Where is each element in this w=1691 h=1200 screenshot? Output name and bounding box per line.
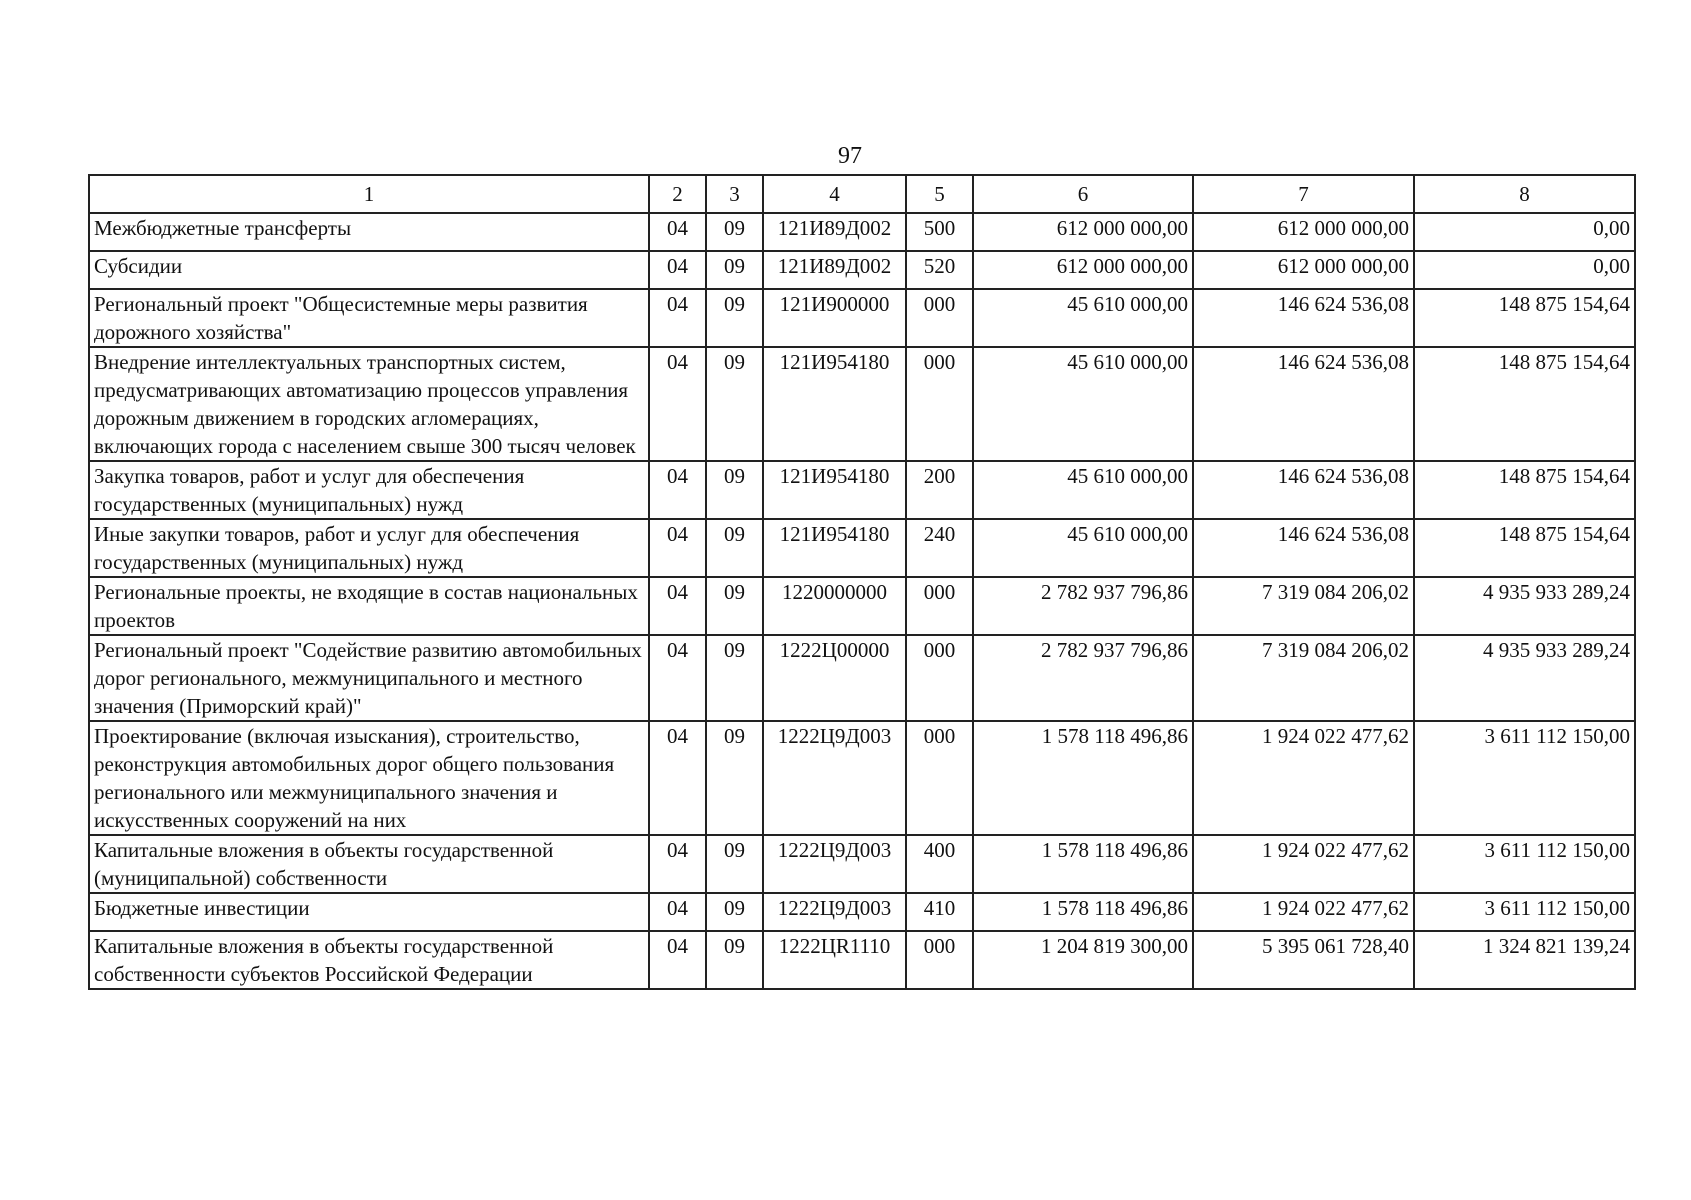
table-row	[89, 931, 1635, 989]
row-name: Иные закупки товаров, работ и услуг для обеспечения государственных (муниципальных) нужд	[89, 519, 649, 577]
table-row	[89, 835, 1635, 893]
section-code: 04	[649, 931, 706, 989]
column-header: 1	[89, 175, 649, 213]
budget-table	[88, 174, 1636, 990]
subsection-code: 09	[706, 577, 763, 635]
expense-type-code: 000	[906, 289, 973, 347]
section-code: 04	[649, 213, 706, 251]
section-code: 04	[649, 461, 706, 519]
row-name: Региональный проект "Общесистемные меры развития дорожного хозяйства"	[89, 289, 649, 347]
subsection-code: 09	[706, 721, 763, 835]
target-article-code: 1222Ц00000	[763, 635, 906, 721]
target-article-code: 121И89Д002	[763, 213, 906, 251]
section-code: 04	[649, 577, 706, 635]
target-article-code: 1222Ц9Д003	[763, 835, 906, 893]
amount-col-6: 45 610 000,00	[973, 461, 1193, 519]
amount-col-7: 1 924 022 477,62	[1193, 893, 1414, 931]
page-number: 97	[838, 143, 862, 169]
amount-col-8: 148 875 154,64	[1414, 461, 1635, 519]
expense-type-code: 240	[906, 519, 973, 577]
amount-col-7: 7 319 084 206,02	[1193, 577, 1414, 635]
amount-col-7: 612 000 000,00	[1193, 213, 1414, 251]
amount-col-7: 146 624 536,08	[1193, 461, 1414, 519]
table-row	[89, 721, 1635, 835]
target-article-code: 1220000000	[763, 577, 906, 635]
amount-col-8: 0,00	[1414, 251, 1635, 289]
column-header: 7	[1193, 175, 1414, 213]
row-name: Проектирование (включая изыскания), строительство, реконструкция автомобильных дорог общего пользования регионального или межмуниципального значения и искусственных сооружений на них	[89, 721, 649, 835]
section-code: 04	[649, 893, 706, 931]
amount-col-6: 1 578 118 496,86	[973, 835, 1193, 893]
section-code: 04	[649, 835, 706, 893]
table-row	[89, 577, 1635, 635]
table-row	[89, 635, 1635, 721]
amount-col-6: 2 782 937 796,86	[973, 577, 1193, 635]
subsection-code: 09	[706, 213, 763, 251]
target-article-code: 121И89Д002	[763, 251, 906, 289]
amount-col-6: 45 610 000,00	[973, 519, 1193, 577]
target-article-code: 121И954180	[763, 347, 906, 461]
target-article-code: 1222Ц9Д003	[763, 893, 906, 931]
subsection-code: 09	[706, 347, 763, 461]
amount-col-7: 5 395 061 728,40	[1193, 931, 1414, 989]
column-header: 4	[763, 175, 906, 213]
amount-col-8: 3 611 112 150,00	[1414, 835, 1635, 893]
amount-col-6: 2 782 937 796,86	[973, 635, 1193, 721]
amount-col-6: 45 610 000,00	[973, 289, 1193, 347]
column-header: 6	[973, 175, 1193, 213]
target-article-code: 121И900000	[763, 289, 906, 347]
subsection-code: 09	[706, 461, 763, 519]
subsection-code: 09	[706, 519, 763, 577]
subsection-code: 09	[706, 893, 763, 931]
amount-col-7: 146 624 536,08	[1193, 347, 1414, 461]
row-name: Субсидии	[89, 251, 649, 289]
expense-type-code: 410	[906, 893, 973, 931]
expense-type-code: 400	[906, 835, 973, 893]
column-header: 2	[649, 175, 706, 213]
section-code: 04	[649, 347, 706, 461]
expense-type-code: 520	[906, 251, 973, 289]
section-code: 04	[649, 251, 706, 289]
column-header: 3	[706, 175, 763, 213]
amount-col-7: 1 924 022 477,62	[1193, 835, 1414, 893]
table-row	[89, 347, 1635, 461]
amount-col-7: 146 624 536,08	[1193, 289, 1414, 347]
row-name: Региональные проекты, не входящие в состав национальных проектов	[89, 577, 649, 635]
section-code: 04	[649, 519, 706, 577]
subsection-code: 09	[706, 251, 763, 289]
amount-col-6: 1 578 118 496,86	[973, 721, 1193, 835]
expense-type-code: 500	[906, 213, 973, 251]
amount-col-8: 148 875 154,64	[1414, 519, 1635, 577]
table-row	[89, 289, 1635, 347]
row-name: Закупка товаров, работ и услуг для обеспечения государственных (муниципальных) нужд	[89, 461, 649, 519]
header-row	[89, 175, 1635, 213]
amount-col-6: 1 204 819 300,00	[973, 931, 1193, 989]
table-row	[89, 519, 1635, 577]
amount-col-8: 3 611 112 150,00	[1414, 721, 1635, 835]
amount-col-7: 1 924 022 477,62	[1193, 721, 1414, 835]
row-name: Региональный проект "Содействие развитию автомобильных дорог регионального, межмуниципального и местного значения (Приморский край)"	[89, 635, 649, 721]
table-row	[89, 461, 1635, 519]
target-article-code: 121И954180	[763, 461, 906, 519]
row-name: Капитальные вложения в объекты государственной (муниципальной) собственности	[89, 835, 649, 893]
amount-col-6: 45 610 000,00	[973, 347, 1193, 461]
amount-col-8: 3 611 112 150,00	[1414, 893, 1635, 931]
column-header: 5	[906, 175, 973, 213]
subsection-code: 09	[706, 289, 763, 347]
section-code: 04	[649, 721, 706, 835]
target-article-code: 1222ЦR1110	[763, 931, 906, 989]
amount-col-6: 1 578 118 496,86	[973, 893, 1193, 931]
section-code: 04	[649, 289, 706, 347]
table-row	[89, 213, 1635, 251]
amount-col-8: 0,00	[1414, 213, 1635, 251]
amount-col-7: 7 319 084 206,02	[1193, 635, 1414, 721]
table-row	[89, 893, 1635, 931]
expense-type-code: 000	[906, 577, 973, 635]
amount-col-8: 4 935 933 289,24	[1414, 577, 1635, 635]
table-row	[89, 251, 1635, 289]
amount-col-6: 612 000 000,00	[973, 213, 1193, 251]
target-article-code: 121И954180	[763, 519, 906, 577]
amount-col-8: 148 875 154,64	[1414, 347, 1635, 461]
row-name: Внедрение интеллектуальных транспортных систем, предусматривающих автоматизацию процессов управления дорожным движением в городских агломерациях, включающих города с населением свыше 300 тысяч человек	[89, 347, 649, 461]
amount-col-7: 146 624 536,08	[1193, 519, 1414, 577]
section-code: 04	[649, 635, 706, 721]
amount-col-6: 612 000 000,00	[973, 251, 1193, 289]
row-name: Бюджетные инвестиции	[89, 893, 649, 931]
subsection-code: 09	[706, 835, 763, 893]
amount-col-8: 148 875 154,64	[1414, 289, 1635, 347]
row-name: Капитальные вложения в объекты государственной собственности субъектов Российской Федерации	[89, 931, 649, 989]
column-header: 8	[1414, 175, 1635, 213]
target-article-code: 1222Ц9Д003	[763, 721, 906, 835]
amount-col-7: 612 000 000,00	[1193, 251, 1414, 289]
subsection-code: 09	[706, 635, 763, 721]
table-header	[89, 175, 1635, 213]
amount-col-8: 1 324 821 139,24	[1414, 931, 1635, 989]
expense-type-code: 200	[906, 461, 973, 519]
expense-type-code: 000	[906, 347, 973, 461]
expense-type-code: 000	[906, 635, 973, 721]
row-name: Межбюджетные трансферты	[89, 213, 649, 251]
expense-type-code: 000	[906, 931, 973, 989]
amount-col-8: 4 935 933 289,24	[1414, 635, 1635, 721]
subsection-code: 09	[706, 931, 763, 989]
expense-type-code: 000	[906, 721, 973, 835]
